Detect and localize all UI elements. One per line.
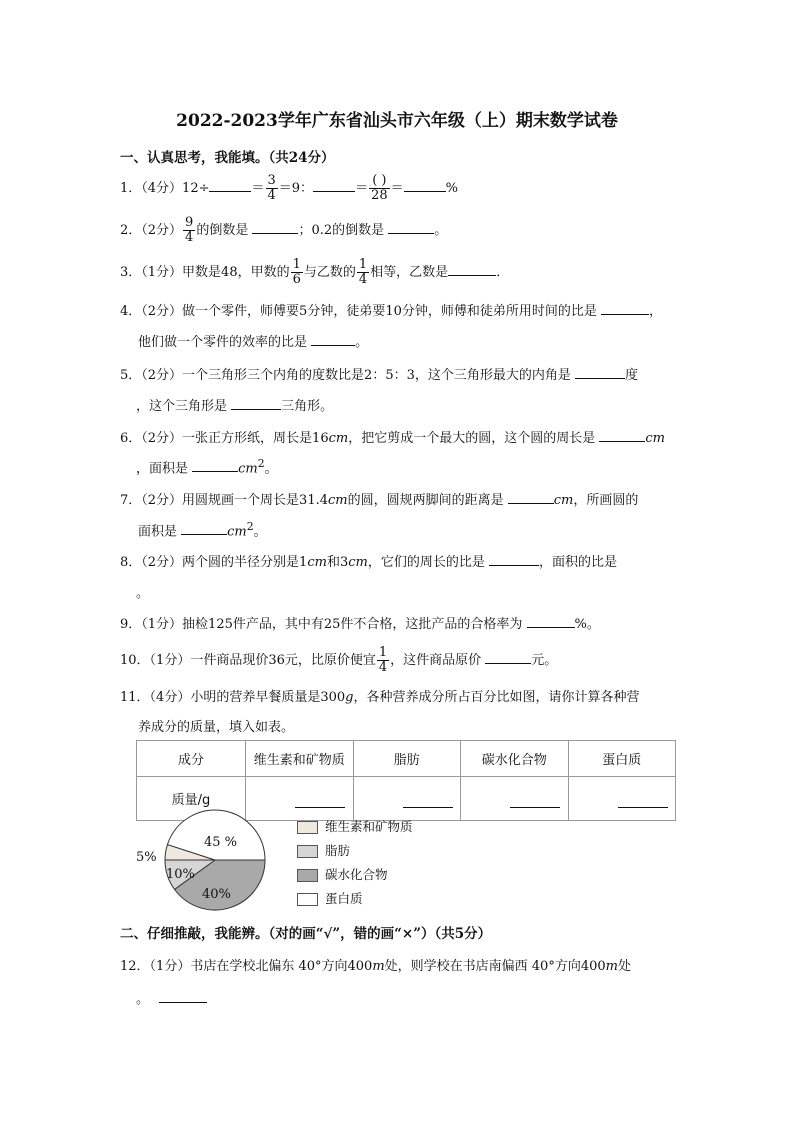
legend-item: 蛋白质	[297, 887, 413, 911]
answer-blank[interactable]	[404, 178, 446, 192]
chart-legend	[297, 815, 413, 911]
question-6: 6．（2分）一张正方形纸，周长是16cm，把它剪成一个最大的圆，这个圆的周长是 cm	[120, 427, 665, 446]
answer-blank[interactable]	[448, 262, 496, 276]
answer-blank[interactable]	[192, 458, 238, 472]
answer-blank[interactable]	[181, 521, 227, 535]
table-header: 脂肪	[353, 741, 461, 777]
answer-blank[interactable]	[508, 490, 554, 504]
answer-blank[interactable]	[489, 552, 539, 566]
row-label: 质量/g	[137, 777, 246, 821]
answer-blank[interactable]	[209, 178, 251, 192]
question-8: 8．（2分）两个圆的半径分别是1cm和3cm，它们的周长的比是 ，面积的比是	[120, 551, 617, 570]
data-label: 5%	[136, 850, 157, 865]
answer-blank[interactable]	[510, 794, 560, 808]
data-label: 45 %	[204, 835, 238, 850]
answer-blank[interactable]	[313, 178, 355, 192]
question-8-line-2: 。	[136, 586, 150, 601]
legend-swatch	[297, 869, 318, 882]
question-2: 2．（2分） $\frac{9}{4}$ 的倒数是 ；0.2的倒数是 。	[120, 215, 448, 245]
table-header: 成分	[137, 741, 246, 777]
legend-swatch	[297, 845, 318, 858]
question-12-line-2: 。	[136, 988, 207, 1007]
question-12: 12．（1分）书店在学校北偏东 40°方向400m处，则学校在书店南偏西 40°方向400m处	[120, 959, 631, 974]
question-7: 7．（2分）用圆规画一个周长是31.4cm的圆，圆规两脚间的距离是 cm，所画圆的	[120, 489, 638, 508]
question-9: 9．（1分）抽检125件产品，其中有25件不合格，这批产品的合格率为 %。	[120, 613, 600, 632]
question-10: 10．（1分）一件商品现价36元，比原价便宜 $\frac{1}{4}$ ，这件商品原价 元。	[120, 645, 558, 675]
table-header-row	[137, 741, 676, 777]
question-1: 1．（4分）12÷ ＝ $\frac{3}{4}$ ＝9： ＝ $\frac{( )}{28}$ ＝ %	[120, 173, 458, 203]
section-1-heading: 一、认真思考，我能填。（共24分）	[120, 150, 335, 166]
legend-item: 脂肪	[297, 839, 413, 863]
question-4: 4．（2分）做一个零件，师傅要5分钟，徒弟要10分钟，师傅和徒弟所用时间的比是 ，	[120, 300, 662, 319]
question-5-line-2: ，这个三角形是 三角形。	[136, 395, 333, 414]
answer-blank[interactable]	[252, 220, 298, 234]
question-11-line-2: 养成分的质量，填入如表。	[138, 720, 295, 735]
table-header: 蛋白质	[568, 741, 676, 777]
section-2-heading: 二、仔细推敲，我能辨。（对的画“√”，错的画“×”）（共5分）	[120, 926, 492, 942]
question-11: 11．（4分）小明的营养早餐质量是300g，各种营养成分所占百分比如图，请你计算各种营	[120, 690, 640, 705]
answer-blank[interactable]	[159, 989, 207, 1003]
answer-blank[interactable]	[527, 614, 575, 628]
legend-swatch	[297, 893, 318, 906]
answer-blank[interactable]	[485, 650, 531, 664]
table-header: 维生素和矿物质	[246, 741, 354, 777]
data-label: 40%	[202, 887, 231, 902]
answer-blank[interactable]	[599, 428, 645, 442]
question-5: 5．（2分）一个三角形三个内角的度数比是2：5：3，这个三角形最大的内角是 度	[120, 364, 638, 383]
answer-blank[interactable]	[601, 301, 649, 315]
question-3: 3．（1分）甲数是48，甲数的 $\frac{1}{6}$ 与乙数的 $\frac{1}{4}$ 相等，乙数是 ．	[120, 257, 510, 287]
answer-blank[interactable]	[618, 794, 668, 808]
answer-blank[interactable]	[231, 396, 281, 410]
legend-item: 维生素和矿物质	[297, 815, 413, 839]
answer-blank[interactable]	[403, 794, 453, 808]
data-label: 10%	[166, 867, 195, 882]
page-title: 2022-2023学年广东省汕头市六年级（上）期末数学试卷	[176, 111, 618, 131]
table-header: 碳水化合物	[461, 741, 569, 777]
question-4-line-2: 他们做一个零件的效率的比是 。	[138, 331, 368, 350]
legend-item: 碳水化合物	[297, 863, 413, 887]
legend-swatch	[297, 821, 318, 834]
question-6-line-2: ，面积是 $cm^2$。	[136, 457, 278, 477]
answer-blank[interactable]	[295, 794, 345, 808]
answer-blank[interactable]	[388, 220, 434, 234]
answer-blank[interactable]	[311, 332, 355, 346]
answer-blank[interactable]	[575, 365, 625, 379]
question-7-line-2: 面积是 $cm^2$。	[138, 520, 267, 540]
